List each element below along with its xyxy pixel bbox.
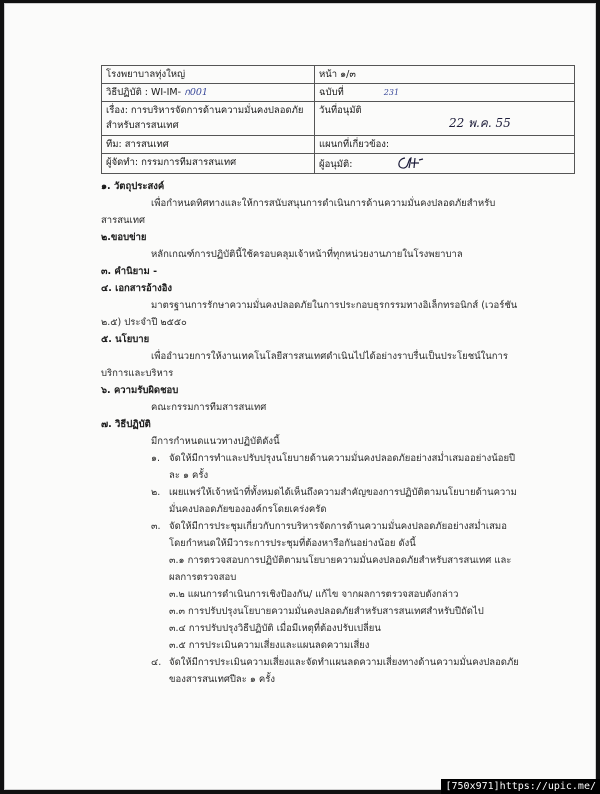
list-text-cont: มั่นคงปลอดภัยขององค์กรโดยเคร่งครัด: [169, 504, 327, 515]
list-number: ๒.: [151, 487, 161, 498]
section-5-title: ๕. นโยบาย: [101, 334, 150, 345]
list-text: จัดให้มีการประชุมเกี่ยวกับการบริหารจัดการด้านความมั่นคงปลอดภัยอย่างสม่ำเสมอ: [169, 521, 507, 532]
section-6-text: คณะกรรมการทีมสารสนเทศ: [151, 402, 267, 413]
list-item: [101, 654, 581, 671]
list-text: จัดให้มีการประเมินความเสี่ยงและจัดทำแผนลดความเสี่ยงทางด้านความมั่นคงปลอดภัย: [169, 657, 519, 668]
team: ทีม: สารสนเทศ: [102, 136, 315, 154]
list-text: เผยแพร่ให้เจ้าหน้าที่ทั้งหมดได้เห็นถึงความสำคัญของการปฏิบัติตามนโยบายด้านความ: [169, 487, 517, 498]
list-item: [101, 518, 581, 535]
section-1-title: ๑. วัตถุประสงค์: [101, 181, 165, 192]
procedure-code: [102, 84, 315, 102]
list-text-cont: ละ ๑ ครั้ง: [169, 470, 209, 481]
approval-date-label: วันที่อนุมัติ: [319, 105, 362, 116]
edition-handwritten: 231: [383, 88, 400, 97]
procedure-code-handwritten: ก001: [184, 87, 208, 98]
approver-label: ผู้อนุมัติ:: [319, 159, 353, 170]
list-text-cont: ของสารสนเทศปีละ ๑ ครั้ง: [169, 674, 276, 685]
watermark: [750x971]https://upic.me/: [441, 779, 600, 794]
list-text-cont: โดยกำหนดให้มีวาระการประชุมที่ต้องหารือกันอย่างน้อย ดังนี้: [169, 538, 416, 549]
section-4-text-cont: ๒.๕) ประจำปี ๒๕๕๐: [101, 317, 187, 328]
section-5-text: เพื่ออำนวยการให้งานเทคโนโลยีสารสนเทศดำเนินไปได้อย่างราบรื่นเป็นประโยชน์ในการ: [151, 351, 508, 362]
header-table: [101, 65, 575, 174]
list-number: ๓.: [151, 521, 161, 532]
section-3-title: ๓. คำนิยาม -: [101, 266, 158, 277]
document-body: [101, 178, 581, 688]
edition-label: ฉบับที่: [319, 87, 344, 98]
page-number: หน้า ๑/๓: [315, 66, 575, 84]
sub-item: ๓.๓ การปรับปรุงนโยบายความมั่นคงปลอดภัยสำหรับสารสนเทศสำหรับปีถัดไป: [169, 606, 484, 617]
section-1-text: เพื่อกำหนดทิศทางและให้การสนับสนุนการดำเนินการด้านความมั่นคงปลอดภัยสำหรับ: [151, 198, 496, 209]
sub-item: ๓.๕ การประเมินความเสี่ยงและแผนลดความเสี่ยง: [169, 640, 370, 651]
list-item: [101, 450, 581, 467]
section-4-title: ๔. เอกสารอ้างอิง: [101, 283, 173, 294]
document-page: [4, 3, 596, 790]
subject-line-2: สำหรับสารสนเทศ: [106, 120, 179, 131]
procedure-label: วิธีปฏิบัติ : WI-IM-: [106, 87, 182, 98]
section-7-title: ๗. วิธีปฏิบัติ: [101, 419, 151, 430]
sub-item-cont: ผลการตรวจสอบ: [169, 572, 237, 583]
edition: [315, 84, 575, 102]
prepared-by: ผู้จัดทำ: กรรมการทีมสารสนเทศ: [102, 154, 315, 174]
sub-item: ๓.๒ แผนการดำเนินการเชิงป้องกัน/ แก้ไข จากผลการตรวจสอบดังกล่าว: [169, 589, 459, 600]
subject: [102, 102, 315, 136]
sub-item: ๓.๑ การตรวจสอบการปฏิบัติตามนโยบายความมั่นคงปลอดภัยสำหรับสารสนเทศ และ: [169, 555, 512, 566]
list-number: ๔.: [151, 657, 162, 668]
section-1-text-cont: สารสนเทศ: [101, 215, 146, 226]
section-7-intro: มีการกำหนดแนวทางปฏิบัติดังนี้: [151, 436, 280, 447]
subject-line-1: เรื่อง: การบริหารจัดการด้านความมั่นคงปลอดภัย: [106, 105, 304, 116]
list-text: จัดให้มีการทำและปรับปรุงนโยบายด้านความมั่นคงปลอดภัยอย่างสม่ำเสมออย่างน้อยปี: [169, 453, 516, 464]
sub-item: ๓.๔ การปรับปรุงวิธีปฏิบัติ เมื่อมีเหตุที่ต้องปรับเปลี่ยน: [169, 623, 381, 634]
approver: [315, 154, 575, 174]
approval-date-handwritten: 22 พ.ค. 55: [449, 116, 511, 130]
approver-signature-icon: [395, 155, 435, 171]
section-4-text: มาตรฐานการรักษาความมั่นคงปลอดภัยในการประกอบธุรกรรมทางอิเล็กทรอนิกส์ (เวอร์ชัน: [151, 300, 518, 311]
list-item: [101, 484, 581, 501]
hospital-name: โรงพยาบาลทุ่งใหญ่: [102, 66, 315, 84]
section-6-title: ๖. ความรับผิดชอบ: [101, 385, 179, 396]
list-number: ๑.: [151, 453, 161, 464]
section-2-title: ๒.ขอบข่าย: [101, 232, 147, 243]
related-department: แผนกที่เกี่ยวข้อง:: [315, 136, 575, 154]
section-5-text-cont: บริการและบริหาร: [101, 368, 174, 379]
section-2-text: หลักเกณฑ์การปฏิบัตินี้ใช้ครอบคลุมเจ้าหน้าที่ทุกหน่วยงานภายในโรงพยาบาล: [151, 249, 463, 260]
approval-date: [315, 102, 575, 136]
